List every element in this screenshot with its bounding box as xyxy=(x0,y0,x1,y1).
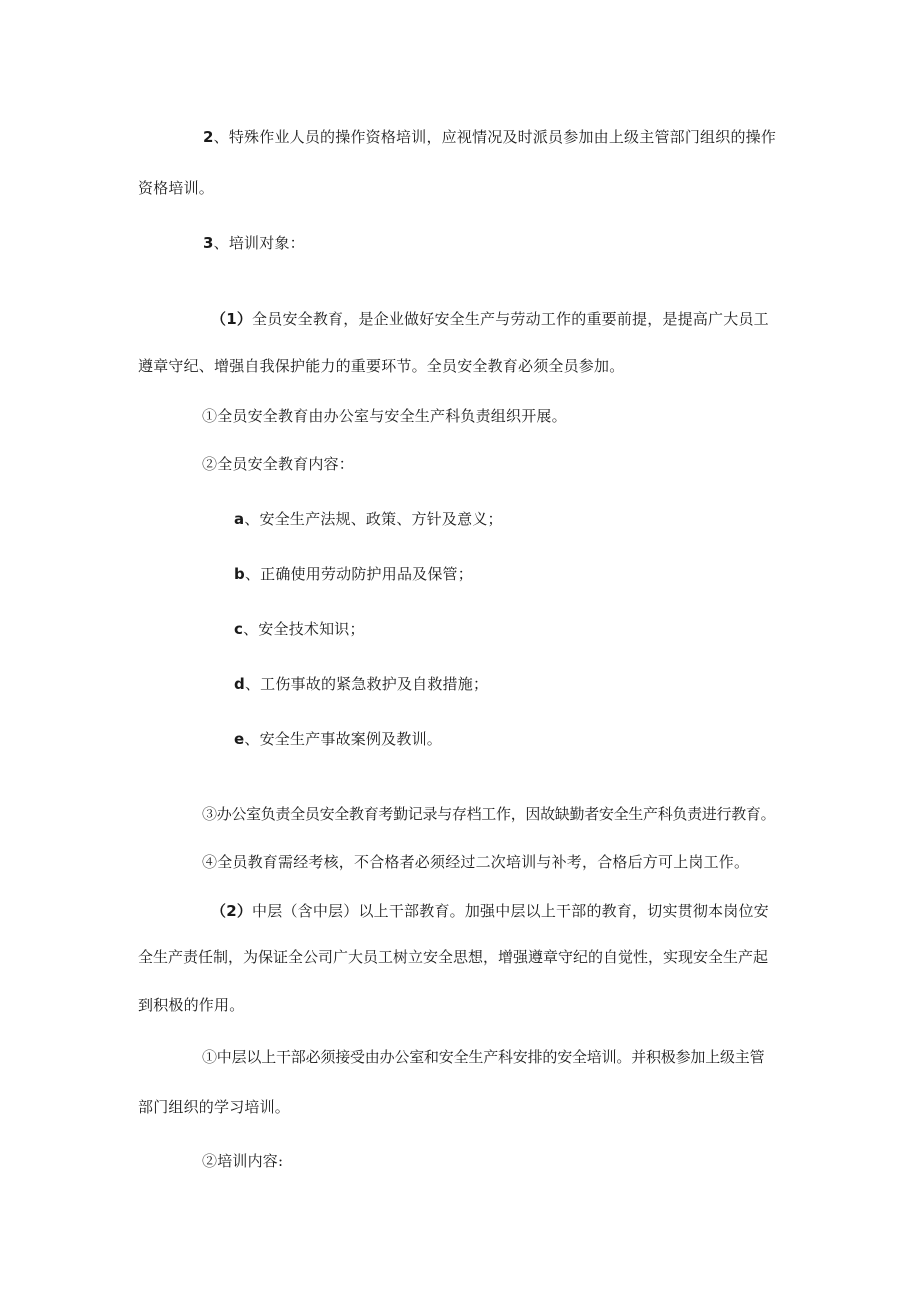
list-item-e xyxy=(234,729,442,749)
section-1-paragraph-1: ①全员安全教育由办公室与安全生产科负责组织开展。 xyxy=(202,407,567,425)
list-letter: e xyxy=(234,730,245,748)
section-number: （1） xyxy=(211,310,253,328)
list-text: 、安全生产法规、政策、方针及意义； xyxy=(244,510,503,528)
item-2-line-1 xyxy=(203,127,776,147)
section-1-paragraph-4: ④全员教育需经考核，不合格者必须经过二次培训与补考，合格后方可上岗工作。 xyxy=(202,853,750,871)
list-letter: d xyxy=(234,675,245,693)
section-2-paragraph-1-line-1: ①中层以上干部必须接受由办公室和安全生产科安排的安全培训。并积极参加上级主管 xyxy=(202,1048,765,1066)
list-text: 、正确使用劳动防护用品及保管； xyxy=(244,565,473,583)
item-number: 2 xyxy=(203,128,214,146)
section-text: 全员安全教育，是企业做好安全生产与劳动工作的重要前提，是提高广大员工 xyxy=(252,310,769,328)
section-number: （2） xyxy=(211,902,253,920)
section-2-line-2: 全生产责任制，为保证全公司广大员工树立安全思想，增强遵章守纪的自觉性，实现安全生产起 xyxy=(138,948,769,966)
list-letter: c xyxy=(234,620,244,638)
list-item-d xyxy=(234,674,488,694)
list-text: 、安全技术知识； xyxy=(243,620,365,638)
section-text: 中层（含中层）以上干部教育。加强中层以上干部的教育，切实贯彻本岗位安 xyxy=(252,902,769,920)
item-2-line-2: 资格培训。 xyxy=(138,179,215,197)
item-3-heading xyxy=(203,233,305,253)
section-2-paragraph-2: ②培训内容: xyxy=(202,1152,284,1170)
section-1-line-2: 遵章守纪、增强自我保护能力的重要环节。全员安全教育必须全员参加。 xyxy=(138,357,625,375)
section-1-paragraph-3: ③办公室负责全员安全教育考勤记录与存档工作，因故缺勤者安全生产科负责进行教育。 xyxy=(202,805,776,823)
list-text: 、工伤事故的紧急救护及自救措施； xyxy=(244,675,489,693)
section-1-line-1 xyxy=(211,309,769,329)
item-number: 3 xyxy=(203,234,214,252)
section-2-line-3: 到积极的作用。 xyxy=(138,996,245,1014)
list-letter: b xyxy=(234,565,245,583)
section-1-paragraph-2: ②全员安全教育内容： xyxy=(202,455,355,473)
list-text: 、安全生产事故案例及教训。 xyxy=(244,730,442,748)
section-2-paragraph-1-line-2: 部门组织的学习培训。 xyxy=(138,1098,291,1116)
list-item-b xyxy=(234,564,473,584)
section-2-line-1 xyxy=(211,901,769,921)
item-text: 、培训对象： xyxy=(213,234,305,252)
item-text: 、特殊作业人员的操作资格培训，应视情况及时派员参加由上级主管部门组织的操作 xyxy=(213,128,777,146)
list-letter: a xyxy=(234,510,245,528)
list-item-c xyxy=(234,619,365,639)
list-item-a xyxy=(234,509,503,529)
